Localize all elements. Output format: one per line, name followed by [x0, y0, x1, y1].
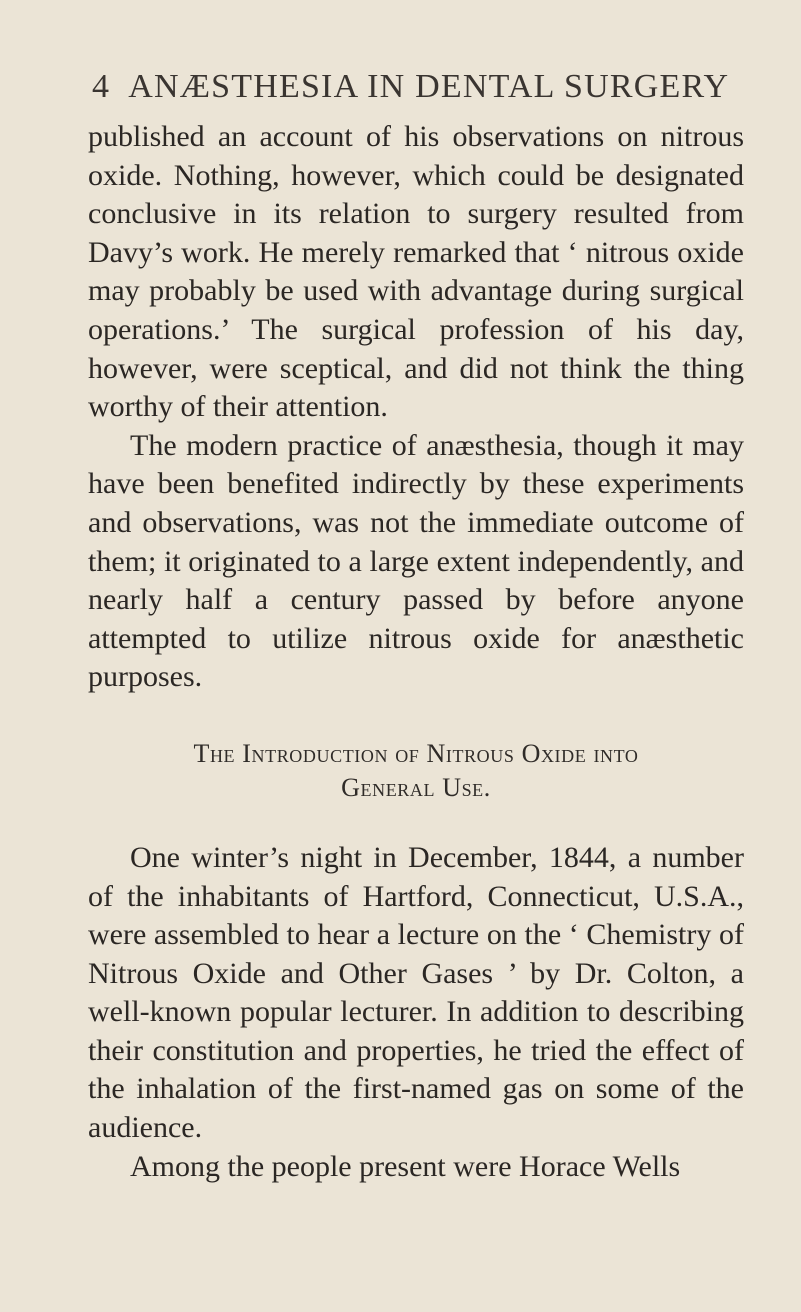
book-page: [88, 66, 744, 1186]
page-number: 4: [92, 68, 111, 105]
running-title: ANÆSTHESIA IN DENTAL SURGERY: [128, 68, 730, 105]
paragraph-davy-observations: published an account of his observations on nitrous oxide. Nothing, however, which could be designated conclusive in its relation to surgery resulted from Davy’s work. He merely remarked that ‘ nitrous oxide may probably be used with advantage during surgical operations.’ The surgical profession of his day, however, were sceptical, and did not think the thing worthy of their attention.: [88, 120, 744, 424]
paragraph-horace-wells: Among the people present were Horace Wells: [130, 1149, 681, 1183]
section-heading-line-2: General Use.: [341, 772, 491, 802]
section-heading-line-1: The Introduction of Nitrous Oxide into: [193, 738, 639, 768]
section-heading: [88, 737, 744, 805]
paragraph-modern-practice: The modern practice of anæsthesia, though it may have been benefited indirectly by these experiments and observations, was not the immediate outcome of them; it originated to a large extent independently, and nearly half a century passed by before anyone attempted to utilize nitrous oxide for anæsthetic purposes.: [88, 428, 744, 694]
paragraph-hartford-lecture: One winter’s night in December, 1844, a number of the inhabitants of Hartford, Connecticut, U.S.A., were assembled to hear a lecture on the ‘ Chemistry of Nitrous Oxide and Other Gases ’ by Dr. Colton, a well-known popular lecturer. In addition to describing their constitution and properties, he tried the effect of the inhalation of the first-named gas on some of the audience.: [88, 840, 744, 1145]
running-head: [88, 66, 744, 108]
